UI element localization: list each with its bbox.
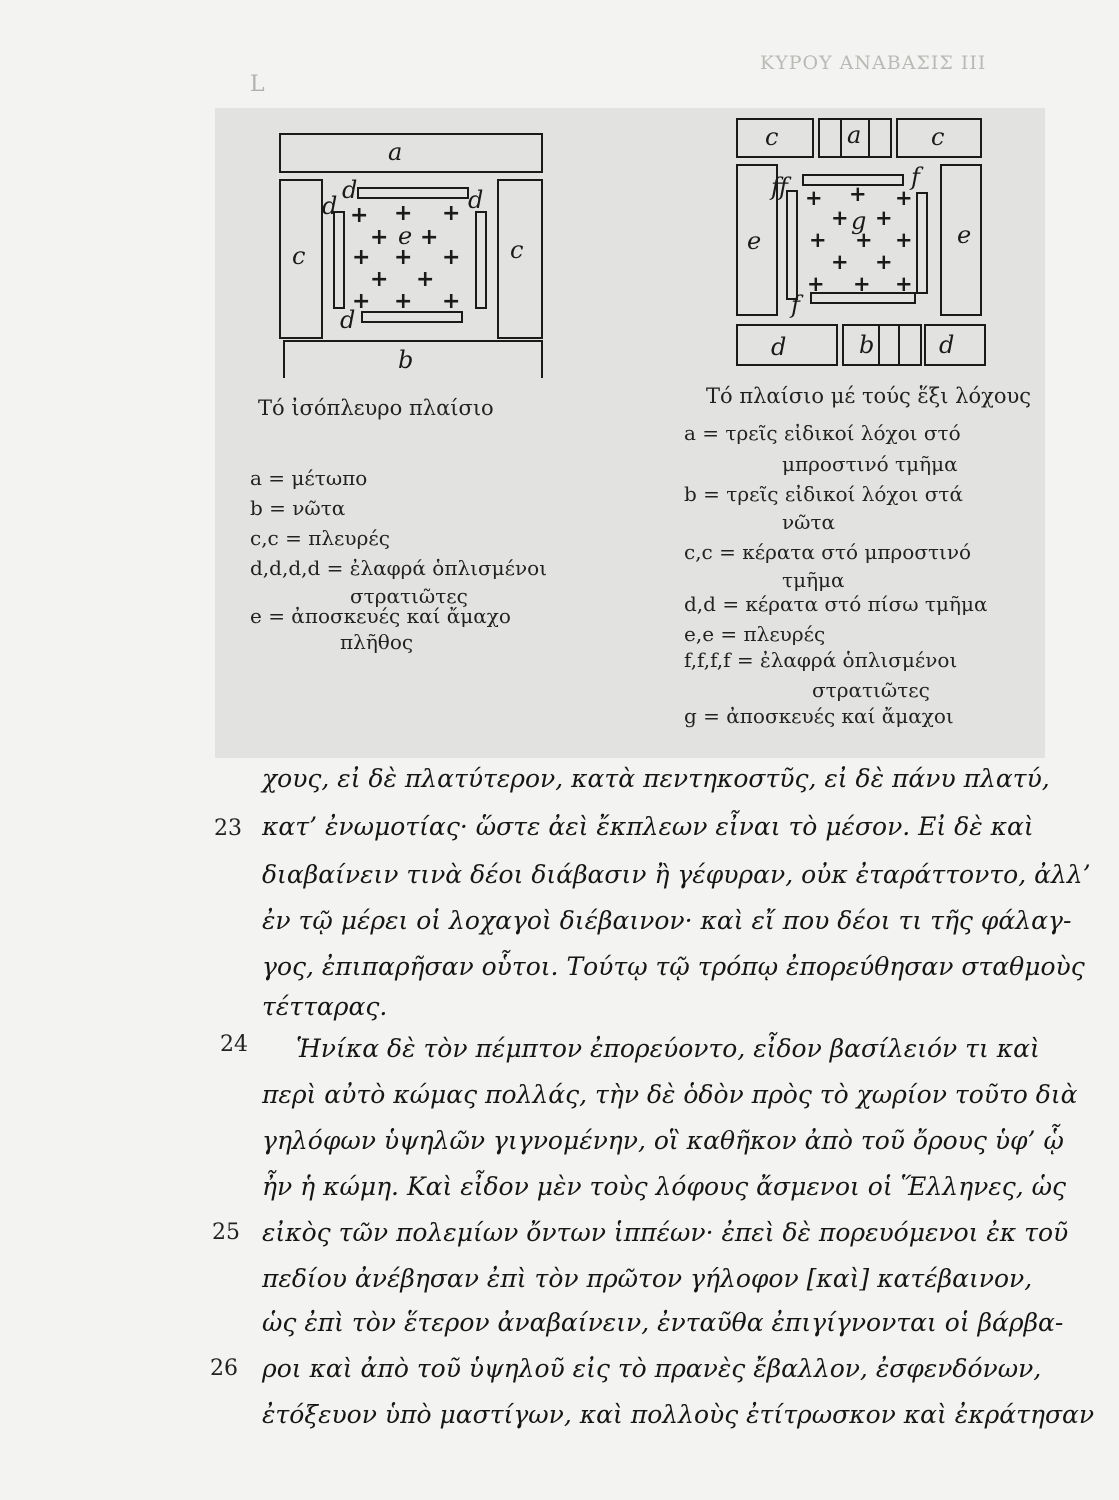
text-line: πεδίου ἀνέβησαν ἐπὶ τὸν πρῶτον γήλοφον [καὶ] κατέβαινον,	[262, 1264, 1033, 1293]
plus: +	[352, 289, 371, 314]
light-right	[917, 193, 927, 293]
label-d-1: d	[342, 176, 358, 204]
six-companies-formation-diagram	[735, 113, 995, 373]
plus: +	[416, 267, 435, 292]
page-mark: L	[250, 72, 265, 97]
label-b: b	[859, 331, 875, 359]
label-a: a	[847, 121, 862, 149]
right-legend-row: στρατιῶτες	[812, 678, 930, 702]
label-c-right: c	[931, 123, 945, 151]
label-f-right: f	[911, 163, 920, 191]
rear-company-3	[899, 325, 921, 365]
label-d-2: d	[322, 192, 338, 220]
section-number-24: 24	[220, 1032, 248, 1057]
right-legend-row: e,e = πλευρές	[684, 622, 826, 646]
label-f-bottom: f	[791, 291, 800, 319]
plus: +	[370, 225, 389, 250]
rear-company-2	[879, 325, 899, 365]
plus: +	[895, 272, 913, 296]
label-c-left: c	[292, 242, 306, 270]
label-a: a	[388, 138, 403, 166]
plus: +	[831, 250, 849, 274]
right-legend-row: d,d = κέρατα στό πίσω τμῆμα	[684, 592, 988, 616]
text-line: χους, εἰ δὲ πλατύτερον, κατὰ πεντηκοστῦς, εἰ δὲ πάνυ πλατύ,	[262, 764, 1050, 793]
plus: +	[895, 228, 913, 252]
plus: +	[394, 289, 413, 314]
right-legend-row: g = ἀποσκευές καί ἄμαχοι	[684, 704, 954, 728]
horn-rear-left	[737, 325, 837, 365]
plus: +	[442, 201, 461, 226]
square-formation-diagram	[270, 128, 555, 378]
label-d-right: d	[939, 331, 955, 359]
light-left	[787, 191, 797, 299]
plus: +	[895, 186, 913, 210]
right-legend-row: μπροστινό τμῆμα	[782, 452, 958, 476]
plus: +	[352, 245, 371, 270]
label-b: b	[398, 346, 414, 374]
plus: +	[394, 201, 413, 226]
plus: +	[853, 272, 871, 296]
section-number-25: 25	[212, 1220, 240, 1245]
label-e-left: e	[747, 227, 762, 255]
left-legend-row: b = νῶτα	[250, 496, 346, 520]
light-troops-left	[334, 212, 344, 308]
section-number-26: 26	[210, 1356, 238, 1381]
text-line: διαβαίνειν τινὰ δέοι διάβασιν ἢ γέφυραν, οὐκ ἐταράττοντο, ἀλλ’	[262, 860, 1091, 889]
left-legend-row: d,d,d,d = ἐλαφρά ὁπλισμένοι	[250, 556, 548, 580]
label-d-4: d	[340, 306, 356, 334]
label-d-left: d	[771, 333, 787, 361]
plus: +	[809, 228, 827, 252]
text-line: ἦν ἡ κώμη. Καὶ εἶδον μὲν τοὺς λόφους ἄσμενοι οἱ Ἕλληνες, ὡς	[262, 1172, 1066, 1201]
label-c-left: c	[765, 123, 779, 151]
plus: +	[875, 250, 893, 274]
text-line: γος, ἐπιπαρῆσαν οὗτοι. Τούτῳ τῷ τρόπῳ ἐπορεύθησαν σταθμοὺς	[262, 952, 1085, 981]
right-legend-row: νῶτα	[782, 510, 836, 534]
plus: +	[831, 206, 849, 230]
label-ff: ff	[771, 173, 789, 201]
running-head: ΚΥΡΟΥ ΑΝΑΒΑΣΙΣ ΙΙΙ	[760, 52, 987, 74]
label-g: g	[851, 207, 867, 235]
right-legend-row: c,c = κέρατα στό μπροστινό	[684, 540, 972, 564]
plus: +	[807, 272, 825, 296]
section-number-23: 23	[214, 816, 242, 841]
plus: +	[805, 186, 823, 210]
right-legend-row: a = τρεῖς εἰδικοί λόχοι στό	[684, 421, 961, 445]
right-figure-caption: Τό πλαίσιο μέ τούς ἕξι λόχους	[706, 384, 1031, 408]
text-line: ροι καὶ ἀπὸ τοῦ ὑψηλοῦ εἰς τὸ πρανὲς ἔβαλλον, ἐσφενδόνων,	[262, 1354, 1042, 1383]
light-troops-right	[476, 212, 486, 308]
text-line: περὶ αὐτὸ κώμας πολλάς, τὴν δὲ ὁδὸν πρὸς τὸ χωρίον τοῦτο διὰ	[262, 1080, 1078, 1109]
plus: +	[350, 203, 369, 228]
left-legend-row: a = μέτωπο	[250, 466, 368, 490]
plus: +	[370, 267, 389, 292]
plus: +	[420, 225, 439, 250]
front-company-3	[869, 119, 891, 157]
text-line: ἐν τῷ μέρει οἱ λοχαγοὶ διέβαινον· καὶ εἴ που δέοι τι τῆς φάλαγ-	[262, 906, 1072, 935]
right-legend-row: τμῆμα	[782, 568, 845, 592]
right-legend-row: f,f,f,f = ἐλαφρά ὁπλισμένοι	[684, 648, 958, 672]
left-legend-row: c,c = πλευρές	[250, 526, 390, 550]
plus: +	[442, 245, 461, 270]
light-troops-top	[358, 188, 468, 198]
plus: +	[849, 182, 867, 206]
plus: +	[855, 228, 873, 252]
label-d-3: d	[468, 186, 484, 214]
label-c-right: c	[510, 236, 524, 264]
right-legend-row: b = τρεῖς εἰδικοί λόχοι στά	[684, 482, 963, 506]
label-e: e	[398, 222, 413, 250]
text-line: εἰκὸς τῶν πολεμίων ὄντων ἱππέων· ἐπεὶ δὲ πορευόμενοι ἐκ τοῦ	[262, 1218, 1069, 1247]
left-legend-row: πλῆθος	[340, 630, 414, 654]
left-figure-caption: Τό ἰσόπλευρο πλαίσιο	[258, 396, 494, 420]
text-line: κατ’ ἐνωμοτίας· ὥστε ἀεὶ ἔκπλεων εἶναι τὸ μέσον. Εἰ δὲ καὶ	[262, 812, 1034, 841]
text-line: Ἡνίκα δὲ τὸν πέμπτον ἐπορεύοντο, εἶδον βασίλειόν τι καὶ	[296, 1034, 1040, 1063]
left-legend-row: e = ἀποσκευές καί ἄμαχο	[250, 604, 511, 628]
plus: +	[875, 206, 893, 230]
plus: +	[394, 245, 413, 270]
text-line: ὡς ἐπὶ τὸν ἕτερον ἀναβαίνειν, ἐνταῦθα ἐπιγίγνονται οἱ βάρβα-	[262, 1308, 1064, 1337]
horn-rear-right	[925, 325, 985, 365]
front-company-1	[819, 119, 841, 157]
text-line: ἐτόξευον ὑπὸ μαστίγων, καὶ πολλοὺς ἐτίτρωσκον καὶ ἐκράτησαν	[262, 1400, 1095, 1429]
text-line: γηλόφων ὑψηλῶν γιγνομένην, οἳ καθῆκον ἀπὸ τοῦ ὄρους ὑφ’ ᾧ	[262, 1126, 1064, 1155]
plus: +	[442, 289, 461, 314]
front-rect	[280, 134, 542, 172]
text-line: τέτταρας.	[262, 992, 388, 1021]
left-legend-row: στρατιῶτες	[350, 584, 468, 608]
label-e-right: e	[957, 221, 972, 249]
